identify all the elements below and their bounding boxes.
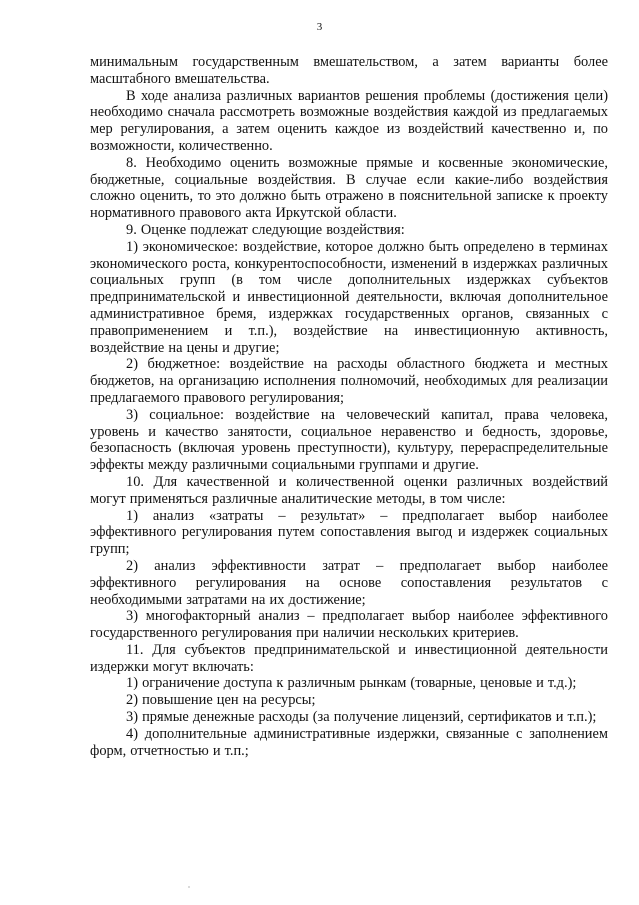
paragraph: 4) дополнительные административные издержки, связанные с заполнением форм, отчетностью и т.п.; — [90, 725, 608, 759]
page-number: 3 — [316, 21, 323, 33]
scan-speck — [188, 886, 190, 888]
paragraph: 2) повышение цен на ресурсы; — [126, 692, 316, 709]
paragraph: 2) анализ эффективности затрат – предполагает выбор наиболее эффективного регулирования на основе сопоставления результатов с необходимыми затратами на их достижение; — [90, 557, 608, 608]
paragraph: 1) ограничение доступа к различным рынкам (товарные, ценовые и т.д.); — [126, 675, 577, 692]
paragraph: 10. Для качественной и количественной оценки различных воздействий могут применяться различные аналитические методы, в том числе: — [90, 473, 608, 507]
paragraph: В ходе анализа различных вариантов решения проблемы (достижения цели) необходимо сначала рассмотреть возможные воздействия каждой из предлагаемых мер регулирования, а затем оценить каждое из воздействий качественно и, по возможности, количественно. — [90, 87, 608, 154]
paragraph: 3) социальное: воздействие на человеческий капитал, права человека, уровень и качество занятости, социальное неравенство и бедность, здоровье, безопасность (включая уровень преступности), культуру, перераспределительные эффекты между различными социальными группами и другие. — [90, 406, 608, 474]
paragraph: 2) бюджетное: воздействие на расходы областного бюджета и местных бюджетов, на организацию исполнения полномочий, необходимых для реализации предлагаемого правового регулирования; — [90, 356, 608, 406]
document-body — [90, 54, 608, 759]
paragraph: 9. Оценке подлежат следующие воздействия: — [126, 221, 405, 238]
paragraph: 1) экономическое: воздействие, которое должно быть определено в терминах экономического роста, конкурентоспособности, изменений в издержках различных социальных групп (в том числе дополнительных издержках субъектов предпринимательской и инвестиционной деятельности, включая дополнительное административное бремя, издержках государственных органов, связанных с правоприменением и т.п.), воздействие на инвестиционную активность, воздействие на цены и другие; — [90, 238, 608, 356]
paragraph: 8. Необходимо оценить возможные прямые и косвенные экономические, бюджетные, социальные воздействия. В случае если какие-либо воздействия сложно оценить, то это должно быть отражено в пояснительной записке к проекту нормативного правового акта Иркутской области. — [90, 154, 608, 222]
paragraph: минимальным государственным вмешательством, а затем варианты более масштабного вмешательства. — [90, 54, 608, 87]
paragraph: 3) прямые денежные расходы (за получение лицензий, сертификатов и т.п.); — [126, 709, 597, 726]
paragraph: 3) многофакторный анализ – предполагает выбор наиболее эффективного государственного регулирования при наличии нескольких критериев. — [90, 608, 608, 642]
paragraph: 11. Для субъектов предпринимательской и инвестиционной деятельности издержки могут включать: — [90, 641, 608, 675]
paragraph: 1) анализ «затраты – результат» – предполагает выбор наиболее эффективного регулирования путем сопоставления выгод и издержек социальных групп; — [90, 507, 608, 558]
